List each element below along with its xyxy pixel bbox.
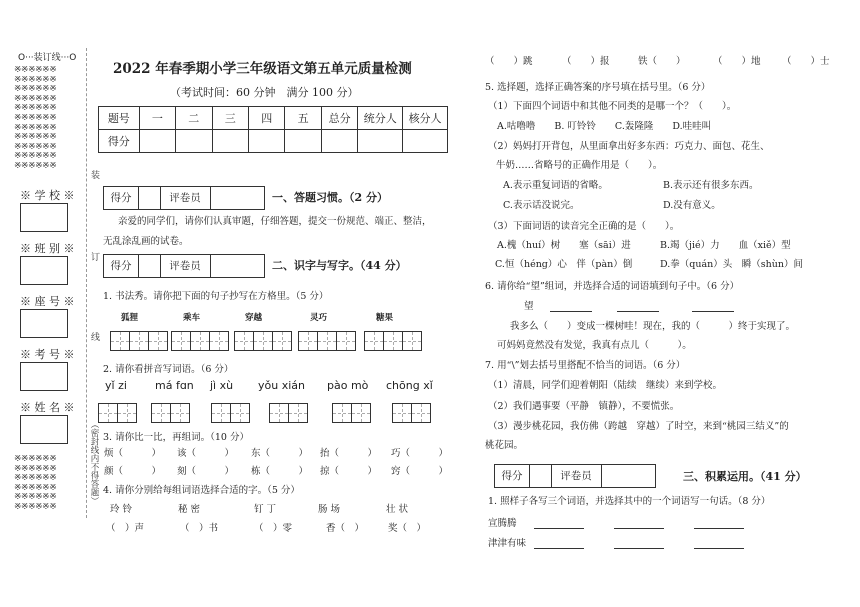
q5-3-option-a: A.槐（huí）树 塞（sāi）进 (497, 240, 631, 251)
q7-2: （2）我们遇事要（平静 镇静），不要慌张。 (488, 401, 680, 412)
q5-3-option-c: C.恒（héng）心 伴（pàn）倒 (495, 259, 633, 270)
question-2: 2. 请你看拼音写词语。（6 分） (103, 364, 234, 375)
q4-continued: （ ）地 (713, 56, 761, 67)
score-cell[interactable] (139, 130, 175, 153)
q5-2-option-a: A.表示重复词语的省略。 (503, 180, 608, 191)
q4-pair: 玲 铃 (110, 504, 133, 515)
q5-2-option-d: D.没有意义。 (663, 200, 721, 211)
q3-item: 窍（ ） (391, 466, 449, 477)
q6-sentence: 我多么（ ）变成一棵树哇！现在，我的（ ）终于实现了。 (510, 321, 796, 332)
q4-pair: 秘 密 (178, 504, 201, 515)
binding-divider (86, 48, 87, 518)
q3-item: 掠（ ） (320, 466, 378, 477)
q4-continued: 铁（ ） (638, 56, 686, 67)
score-cell[interactable] (176, 130, 212, 153)
q5-3-option-b: B.竭（jié）力 血（xiě）型 (660, 240, 791, 251)
q5-2: 牛奶……省略号的正确作用是（ ）。 (496, 160, 663, 171)
class-label: ※ 班 别 ※ (20, 242, 75, 255)
seal-notice: （密封线内不得答题） (89, 420, 99, 505)
school-field[interactable] (20, 203, 68, 232)
writing-grid[interactable] (299, 331, 356, 351)
writing-grid[interactable] (235, 331, 292, 351)
question-5: 5. 选择题，选择正确答案的序号填在括号里。（6 分） (485, 82, 711, 93)
answer-blank[interactable] (694, 548, 744, 549)
q3-item: 该（ ） (177, 448, 235, 459)
q1-word: 乘车 (183, 313, 201, 323)
q4-pair: 肠 场 (318, 504, 341, 515)
seat-field[interactable] (20, 309, 68, 338)
q3-item: 刻（ ） (177, 466, 235, 477)
score-table (98, 106, 448, 153)
q5-2-option-c: C.表示话没说完。 (503, 200, 580, 211)
writing-grid[interactable] (111, 331, 168, 351)
q2-pinyin: má fɑn (155, 379, 194, 392)
score-cell[interactable] (321, 130, 357, 153)
class-field[interactable] (20, 256, 68, 285)
score-cell[interactable] (285, 130, 321, 153)
q7-3: 桃花园。 (485, 440, 524, 451)
q3-item: 栋（ ） (251, 466, 309, 477)
exam-number-field[interactable] (20, 362, 68, 391)
score-header: 五 (285, 107, 321, 130)
answer-blank[interactable] (617, 311, 659, 312)
score-header: 核分人 (403, 107, 448, 130)
score-header: 四 (248, 107, 284, 130)
q1-word: 穿越 (245, 313, 263, 323)
answer-blank[interactable] (694, 528, 744, 529)
q4-blank: （ ）声 (106, 523, 145, 534)
example-word: 津津有味 (488, 538, 527, 549)
q2-pinyin: chōng xǐ (386, 379, 433, 392)
section-2-heading: 二、识字与写字。（44 分） (272, 259, 407, 272)
q7-3: （3）漫步桃花园，我仿佛（跨越 穿越）了时空，来到“桃园三结义”的 (488, 421, 789, 432)
q5-1-options: A.咕噜噜 B. 叮铃铃 C.轰隆隆 D.哇哇叫 (497, 121, 712, 132)
q5-2-option-b: B.表示还有很多东西。 (663, 180, 759, 191)
question-3: 3. 请你比一比，再组词。（10 分） (103, 432, 249, 443)
q5-3-option-d: D.拳（quán）头 瞬（shùn）间 (660, 259, 804, 270)
q4-blank: （ ）零 (254, 523, 293, 534)
q1-word: 灵巧 (310, 313, 328, 323)
score-header: 三 (212, 107, 248, 130)
q6-sentence: 可妈妈竟然没有发觉，我真有点儿（ ）。 (497, 340, 692, 351)
q3-item: 东（ ） (251, 448, 309, 459)
answer-blank[interactable] (534, 548, 584, 549)
writing-grid[interactable] (270, 403, 308, 423)
page-subtitle: （考试时间：60 分钟 满分 100 分） (170, 86, 359, 99)
score-cell[interactable] (403, 130, 448, 153)
score-cell[interactable] (358, 130, 403, 153)
q1-word: 糖果 (376, 313, 394, 323)
q2-pinyin: yǐ zi (105, 379, 127, 392)
binding-mark-3: 线 (89, 332, 99, 341)
scorer-box-2: 得分 评卷员 (103, 254, 265, 278)
q2-pinyin: pào mò (327, 379, 369, 392)
score-header: 统分人 (358, 107, 403, 130)
writing-grid[interactable] (333, 403, 371, 423)
page-title: 2022 年春季期小学三年级语文第五单元质量检测 (113, 61, 412, 77)
q4-pair: 壮 状 (386, 504, 409, 515)
example-word: 宣腾腾 (488, 518, 517, 529)
q4-continued: （ ）士 (782, 56, 830, 67)
answer-blank[interactable] (692, 311, 734, 312)
binding-pattern-top: ※※※※※※ ※※※※※※ ※※※※※※ ※※※※※※ ※※※※※※ ※※※※※※ ※※※※※※ ※※※※※※ ※※※※※※ ※※※※※※ ※※※※※※ (14, 66, 57, 171)
binding-pattern-bottom: ※※※※※※ ※※※※※※ ※※※※※※ ※※※※※※ ※※※※※※ ※※※※※※ (14, 455, 57, 512)
q1-word: 狐狸 (121, 313, 139, 323)
question-6: 6. 请你给“望”组词，并选择合适的词语填到句子中。（6 分） (485, 281, 740, 292)
section-3-question-1: 1. 照样子各写三个词语，并选择其中的一个词语写一句话。（8 分） (488, 496, 771, 507)
binding-mark-1: 装 (89, 170, 99, 179)
question-4: 4. 请你分别给每组词语选择合适的字。（5 分） (103, 485, 300, 496)
q4-continued: （ ）报 (562, 56, 610, 67)
answer-blank[interactable] (614, 528, 664, 529)
score-cell[interactable] (212, 130, 248, 153)
q4-blank: 香（ ） (326, 523, 365, 534)
q4-continued: （ ）跳 (485, 56, 533, 67)
q3-item: 抬（ ） (320, 448, 378, 459)
exam-number-label: ※ 考 号 ※ (20, 348, 75, 361)
binding-mark-2: 订 (89, 252, 99, 261)
score-header: 一 (139, 107, 175, 130)
score-header: 二 (176, 107, 212, 130)
writing-grid[interactable] (393, 403, 431, 423)
answer-blank[interactable] (534, 528, 584, 529)
score-header: 总分 (321, 107, 357, 130)
section-1-text: 无乱涂乱画的试卷。 (103, 236, 189, 247)
score-header: 题号 (99, 107, 140, 130)
writing-grid[interactable] (152, 403, 190, 423)
q6-char: 望 (524, 301, 534, 312)
q3-item: 烦（ ） (104, 448, 162, 459)
q5-2: （2）妈妈打开背包，从里面拿出好多东西：巧克力、面包、花生、 (488, 141, 770, 152)
score-row-label: 得分 (99, 130, 140, 153)
section-3-heading: 三、积累运用。（41 分） (683, 470, 807, 483)
q2-pinyin: yǒu xián (258, 379, 305, 392)
q2-pinyin: jì xù (210, 379, 234, 392)
q5-3: （3）下面词语的读音完全正确的是（ ）。 (488, 221, 680, 232)
binding-line-label: O···装订线···O (18, 53, 77, 63)
q5-1: （1）下面四个词语中和其他不同类的是哪一个？（ ）。 (488, 101, 737, 112)
section-1-text: 亲爱的同学们，请你们认真审题，仔细答题，提交一份规范、端正、整洁， (118, 216, 432, 227)
writing-grid[interactable] (99, 403, 137, 423)
section-1-heading: 一、答题习惯。（2 分） (272, 191, 388, 204)
scorer-box-1: 得分 评卷员 (103, 186, 265, 210)
seat-label: ※ 座 号 ※ (20, 295, 75, 308)
question-1: 1. 书法秀。请你把下面的句子抄写在方格里。（5 分） (103, 291, 329, 302)
writing-grid[interactable] (172, 331, 229, 351)
name-field[interactable] (20, 415, 68, 444)
q3-item: 巧（ ） (391, 448, 449, 459)
scorer-box-3: 得分 评卷员 (494, 464, 656, 488)
question-7: 7. 用“\”划去括号里搭配不恰当的词语。（6 分） (485, 360, 686, 371)
answer-blank[interactable] (614, 548, 664, 549)
q4-pair: 钉 丁 (254, 504, 277, 515)
school-label: ※ 学 校 ※ (20, 189, 75, 202)
writing-grid[interactable] (365, 331, 422, 351)
answer-blank[interactable] (550, 311, 592, 312)
q3-item: 颜（ ） (104, 466, 162, 477)
q7-1: （1）清晨，同学们迎着朝阳（陆续 继续）来到学校。 (488, 380, 723, 391)
name-label: ※ 姓 名 ※ (20, 401, 75, 414)
writing-grid[interactable] (212, 403, 250, 423)
q4-blank: （ ）书 (180, 523, 219, 534)
score-cell[interactable] (248, 130, 284, 153)
q4-blank: 奖（ ） (388, 523, 427, 534)
